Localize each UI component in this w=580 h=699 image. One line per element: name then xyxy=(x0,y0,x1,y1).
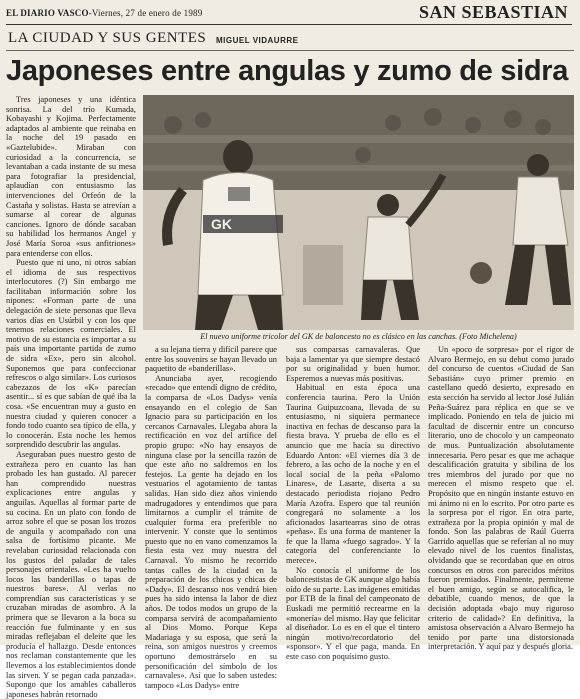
paragraph: Anunciaba ayer, recogiendo «recado» que entendí digno de crédito, la comparsa de «Los Dadys» venía ensayando en el colegio de San Ignacio para su participación en los cercanos Carnavales. Llegaba ahora la rectificación en voz del artífice del propio grupo: «No hay ensayos de ninguna clase por la sencilla razón de que este año no saldremos en los festejos. La gente ha dejado en los vestuarios el agotamiento de tantas salidas. Han sido diez años viniendo madrugadores y entendimos que para limitarnos a cumplir el trámite de cualquier forma era preferible no intervenir. Y conste que lo sentimos puesto que no en vano comenzamos la fiesta esta vez muy nuestra del Carnaval. Yo mismo he recorrido tantas calles de la ciudad en la preparación de los chicos y chicas de «Dady». El descanso nos vendrá bien pues ha sido intensa la labor de diez años. De todos modos un grupo de la comparsa servirá de acompañamiento al Dios Momo. Porque Kepa Madariaga y su esposa, que será la reina, son amigos nuestros y creemos oportuno demostrárselo en su personificación del símbolo de los carnavales». Así que lo saben ustedes: tampoco «Los Dadys» entre xyxy=(145,373,277,690)
basketball-photo xyxy=(143,95,574,330)
paragraph: sus comparsas carnavaleras. Que baja a lamentar ya que siempre destacó por su originalidad y buen humor. Esperemos a nuevas más positivas. xyxy=(286,345,420,383)
byline: MIGUEL VIDAURRE xyxy=(216,36,299,45)
article-column-4 xyxy=(428,345,574,652)
jersey-logo: GK xyxy=(211,216,232,232)
city-edition: SAN SEBASTIAN xyxy=(418,2,568,22)
paragraph: No conocía el uniforme de los baloncestistas de GK aunque algo había oído de su parte. Las imágenes emitidas por ETB de la final del campeonato de Euskadi me permitió recrearme en la «monería» del mismo. Hay que felicitar al diseñador. Lo es en el que el tintero ningún motivo/recordatorio del «sponsor». Y el que paga, manda. En este caso con poquísimo gusto. xyxy=(286,565,420,661)
article-column-2 xyxy=(145,345,277,690)
paragraph: Tres japoneses y una idéntica sonrisa. La del trío Kumada, Kobayashi y Kojima. Perfectamente adaptados al ambiente que reinaba en la noche del 19 pasado en «Gaztelubide». Miraban con curiosidad a la concurrencia, se levantaban a cada instante de su mesa para fotografiar la presidencial, aplaudían con entusiasmo las intervenciones del Orfeón de la Castaña y solistas. Hasta se atrevían a sumarse al corear de algunas canciones. Ignoro de dónde sacaban su habilidad los hermanos Angel y José María Soroa «sus anfitriones» para entenderse con ellos. xyxy=(6,95,136,258)
article-column-1 xyxy=(6,95,136,699)
newspaper-name: EL DIARIO VASCO xyxy=(6,8,89,18)
paragraph: Aseguraban pues nuestro gesto de extrañeza pero en cuanto las han probado les han gustado. Al parecer han comprendido nuestras explicaciones entre angulas y anguilas. Aquellas al formar parte de su cocina. En un plato con fondo de arroz sobre el que se posan los trozos de anguila y acompañado con una salsa de fortísimo picante. Me revelaban curiosidad relacionada con los gustos del paladar de tales personajes orientales. «Les ha vuelto locos las banderillas o tapas de nuestros bares». Al verlas no comprendían sus características y se cruzaban miradas de asombro. A la primera que se llevaron a la boca su reacción fue fulminante y en sus miradas reflejaban el deleite que les producía el hallazgo. Desde entonces nos reclaman constantemente que les llevemos a los establecimientos donde las sirven. Y se pegan cada panzada». Supongo que los amables caballeros japoneses habrán retornado xyxy=(6,449,136,699)
section-title: LA CIUDAD Y SUS GENTES xyxy=(8,30,207,46)
paragraph: Puesto que ni uno, ni otros sabían el idioma de sus respectivos interlocutores (?) Sin embargo me facilitaban información sobre los nipones: «Forman parte de una delegación de siete personas que lleva varios días en Usúrbil y con los que tenemos relaciones comerciales. El motivo de su estancia es importar a su país una importante partida de zumo de sidra «Ex», pero sin alcohol. Suponemos que para confeccionar refrescos o algo similar». Los curiosos cabezazos de los «K» parecían asentir... sí es que sabían de qué iba la cosa. «Se encuentran muy a gusto en nuestra ciudad y quieren conocer a fondo todo cuanto sea típico de ella, y lo conocerán. Esta noche les hemos sorprendido descubrir las angulas. xyxy=(6,258,136,450)
paragraph: Habitual en esta época una conferencia taurina. Pero la Unión Taurina Guipuzcoana, llevada de su entusiasmo, ni siquiera permanece inactiva en fechas de descanso para la fiesta brava. Y prueba de ello es el anuncio que me hacía su directivo Eduardo Anton: «El viernes día 3 de febrero, a las ocho de la noche y en el local social de la peña «Palomo Linares», de Lasarte, diserta a su destacado periodista riojano Pedro María Azofra. Espero que tal reunión congregará no solamente a los aficionados lasartearras sino de otras «peñas». Es una forma de mantener la fe que la llama «fuego sagrado». Y la categoría del conferenciante lo merece». xyxy=(286,383,420,566)
headline: Japoneses entre angulas y zumo de sidra xyxy=(6,50,574,88)
paragraph: a su lejana tierra y difícil parece que entre los souvenirs se hayan llevado un paquetito de «banderillas». xyxy=(145,345,277,374)
photo-caption: El nuevo uniforme tricolor del GK de baloncesto no es clásico en las canchas. (Foto Michelena) xyxy=(200,332,517,341)
masthead xyxy=(6,2,572,25)
article-column-3 xyxy=(286,345,420,661)
issue-date: -Viernes, 27 de enero de 1989 xyxy=(88,8,203,18)
paragraph: Un «poco de sorpresa» por el rigor de Alvaro Bermejo, en su debut como jurado del concurso de cuentos «Ciudad de San Sebastián» cuyo primer premio en castellano quedó desierto, expresado en esta sección ha servido al lector José Julián Peña-Suárez para réplica en que se ve implicado. Poniendo en tela de juicio mi facultad de discernir entre un concurso literario, uno de chocolo y un campeonato de mus. Puntualización absolutamente innecesaria. Pero pesar es que me achaque descalificación gratuita y sibilina de los tres miembros del jurado por que no merecen el mismo respeto que el. Propósito que en ningún instante estuvo en mi ánimo ni en lo escrito. Por otro parte es la sorpresa por el rigor. En otra parte, extrañeza por la propia opinión y mal de fondo. Son las palabras de Raúl Guerra Garrido aquellas que se referían al no muy elevado nivel de los cuentos finalistas, olvidando que se recordaban que en otros concursos en otros con parecidos méritos fueron premiados. Finalmente, permíteme el buen amigo, según se autocalifica, le debatible, cuando menos, de que la decisión adoptada «bajo muy riguroso criterio de calidad»? En definitiva, la amistosa observación a Alvaro Bermejo ha tenido por parte una distorsionada interpretación. Y aquí paz y después gloria. xyxy=(428,345,574,652)
photo-illustration xyxy=(143,95,574,330)
